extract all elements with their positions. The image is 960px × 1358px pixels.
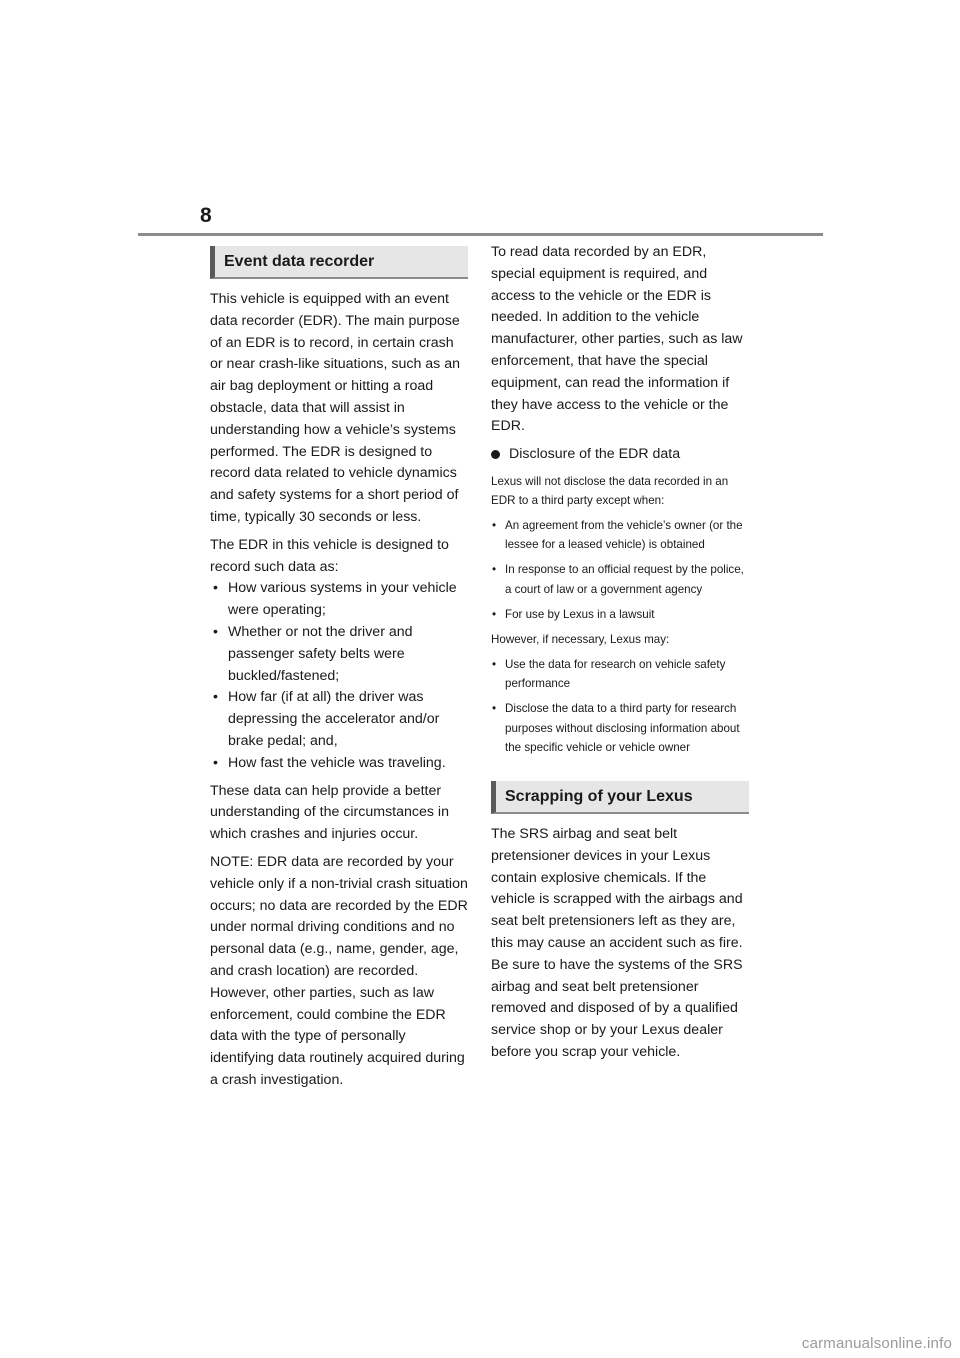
bullet-icon: • bbox=[213, 580, 218, 597]
disclosure-list bbox=[491, 516, 749, 624]
right-column bbox=[491, 246, 749, 1070]
bullet-icon: • bbox=[492, 518, 497, 532]
list-item: • Use the data for research on vehicle safety performance bbox=[491, 655, 749, 693]
list-item: • For use by Lexus in a lawsuit bbox=[491, 605, 749, 624]
bullet-icon: • bbox=[492, 563, 497, 577]
bullet-diamond-icon bbox=[491, 450, 500, 459]
disclosure-intro: Lexus will not disclose the data recorded in an EDR to a third party except when: bbox=[491, 474, 729, 507]
bullet-icon: • bbox=[492, 702, 497, 716]
however-text: However, if necessary, Lexus may: bbox=[491, 632, 670, 646]
edr-benefit-paragraph: These data can help provide a better understanding of the circumstances in which crashes and injuries occur. bbox=[210, 782, 449, 843]
list-item: • How various systems in your vehicle were operating; bbox=[213, 580, 457, 619]
bullet-icon: • bbox=[492, 607, 497, 621]
section-header-event-data-recorder: Event data recorder bbox=[210, 246, 468, 279]
scrapping-paragraph: The SRS airbag and seat belt pretensioner devices in your Lexus contain explosive chemicals. If the vehicle is scrapped with the airbags and seat belt pretensioners left as they are, this may cause an accident such as fire. Be sure to have the systems of the SRS airbag and seat belt pretensioner removed and disposed of by a qualified service shop or by your Lexus dealer before you scrap your vehicle. bbox=[491, 826, 743, 1060]
bullet-icon: • bbox=[213, 689, 218, 706]
list-item: • Whether or not the driver and passenger safety belts were buckled/fastened; bbox=[213, 623, 413, 684]
edr-note-paragraph: NOTE: EDR data are recorded by your vehicle only if a non-trivial crash situation occurs; no data are recorded by the EDR under normal driving conditions and no personal data (e.g., name, gender, age, and crash location) are recorded. However, other parties, such as law enforcement, could combine the EDR data with the type of personally identifying data routinely acquired during a crash investigation. bbox=[210, 853, 468, 1088]
bullet-icon: • bbox=[213, 754, 218, 771]
disclosure-heading: Disclosure of the EDR data bbox=[491, 444, 749, 466]
list-item: • How fast the vehicle was traveling. bbox=[210, 753, 468, 775]
edr-intro-paragraph: This vehicle is equipped with an event data recorder (EDR). The main purpose of an EDR is to record, in certain crash or near crash-like situations, such as an air bag deployment or hitting a road obstacle, data that will assist in understanding how a vehicle’s systems performed. The EDR is designed to record data related to vehicle dynamics and safety systems for a short period of time, typically 30 seconds or less. bbox=[210, 291, 460, 525]
watermark: carmanualsonline.info bbox=[801, 1335, 952, 1352]
bullet-icon: • bbox=[492, 657, 497, 671]
list-item: • An agreement from the vehicle’s owner (or the lessee for a leased vehicle) is obtained bbox=[491, 516, 749, 554]
list-item: • Disclose the data to a third party for research purposes without disclosing information about the specific vehicle or vehicle owner bbox=[491, 699, 749, 757]
section-header-scrapping: Scrapping of your Lexus bbox=[491, 781, 749, 814]
top-rule bbox=[138, 233, 823, 236]
list-item: • In response to an official request by the police, a court of law or a government agency bbox=[491, 560, 749, 598]
page-number: 8 bbox=[200, 204, 212, 227]
edr-record-list bbox=[210, 578, 468, 774]
left-column bbox=[210, 246, 468, 1098]
list-item: • How far (if at all) the driver was depressing the accelerator and/or brake pedal; and, bbox=[213, 689, 440, 749]
edr-record-paragraph: The EDR in this vehicle is designed to record such data as: bbox=[210, 536, 449, 575]
edr-read-paragraph: To read data recorded by an EDR, special equipment is required, and access to the vehicle or the EDR is needed. In addition to the vehicle manufacturer, other parties, such as law enforcement, that have the special equipment, can read the information if they have access to the vehicle or the EDR. bbox=[491, 244, 743, 435]
bullet-icon: • bbox=[213, 623, 218, 640]
lexus-may-list bbox=[491, 655, 749, 757]
